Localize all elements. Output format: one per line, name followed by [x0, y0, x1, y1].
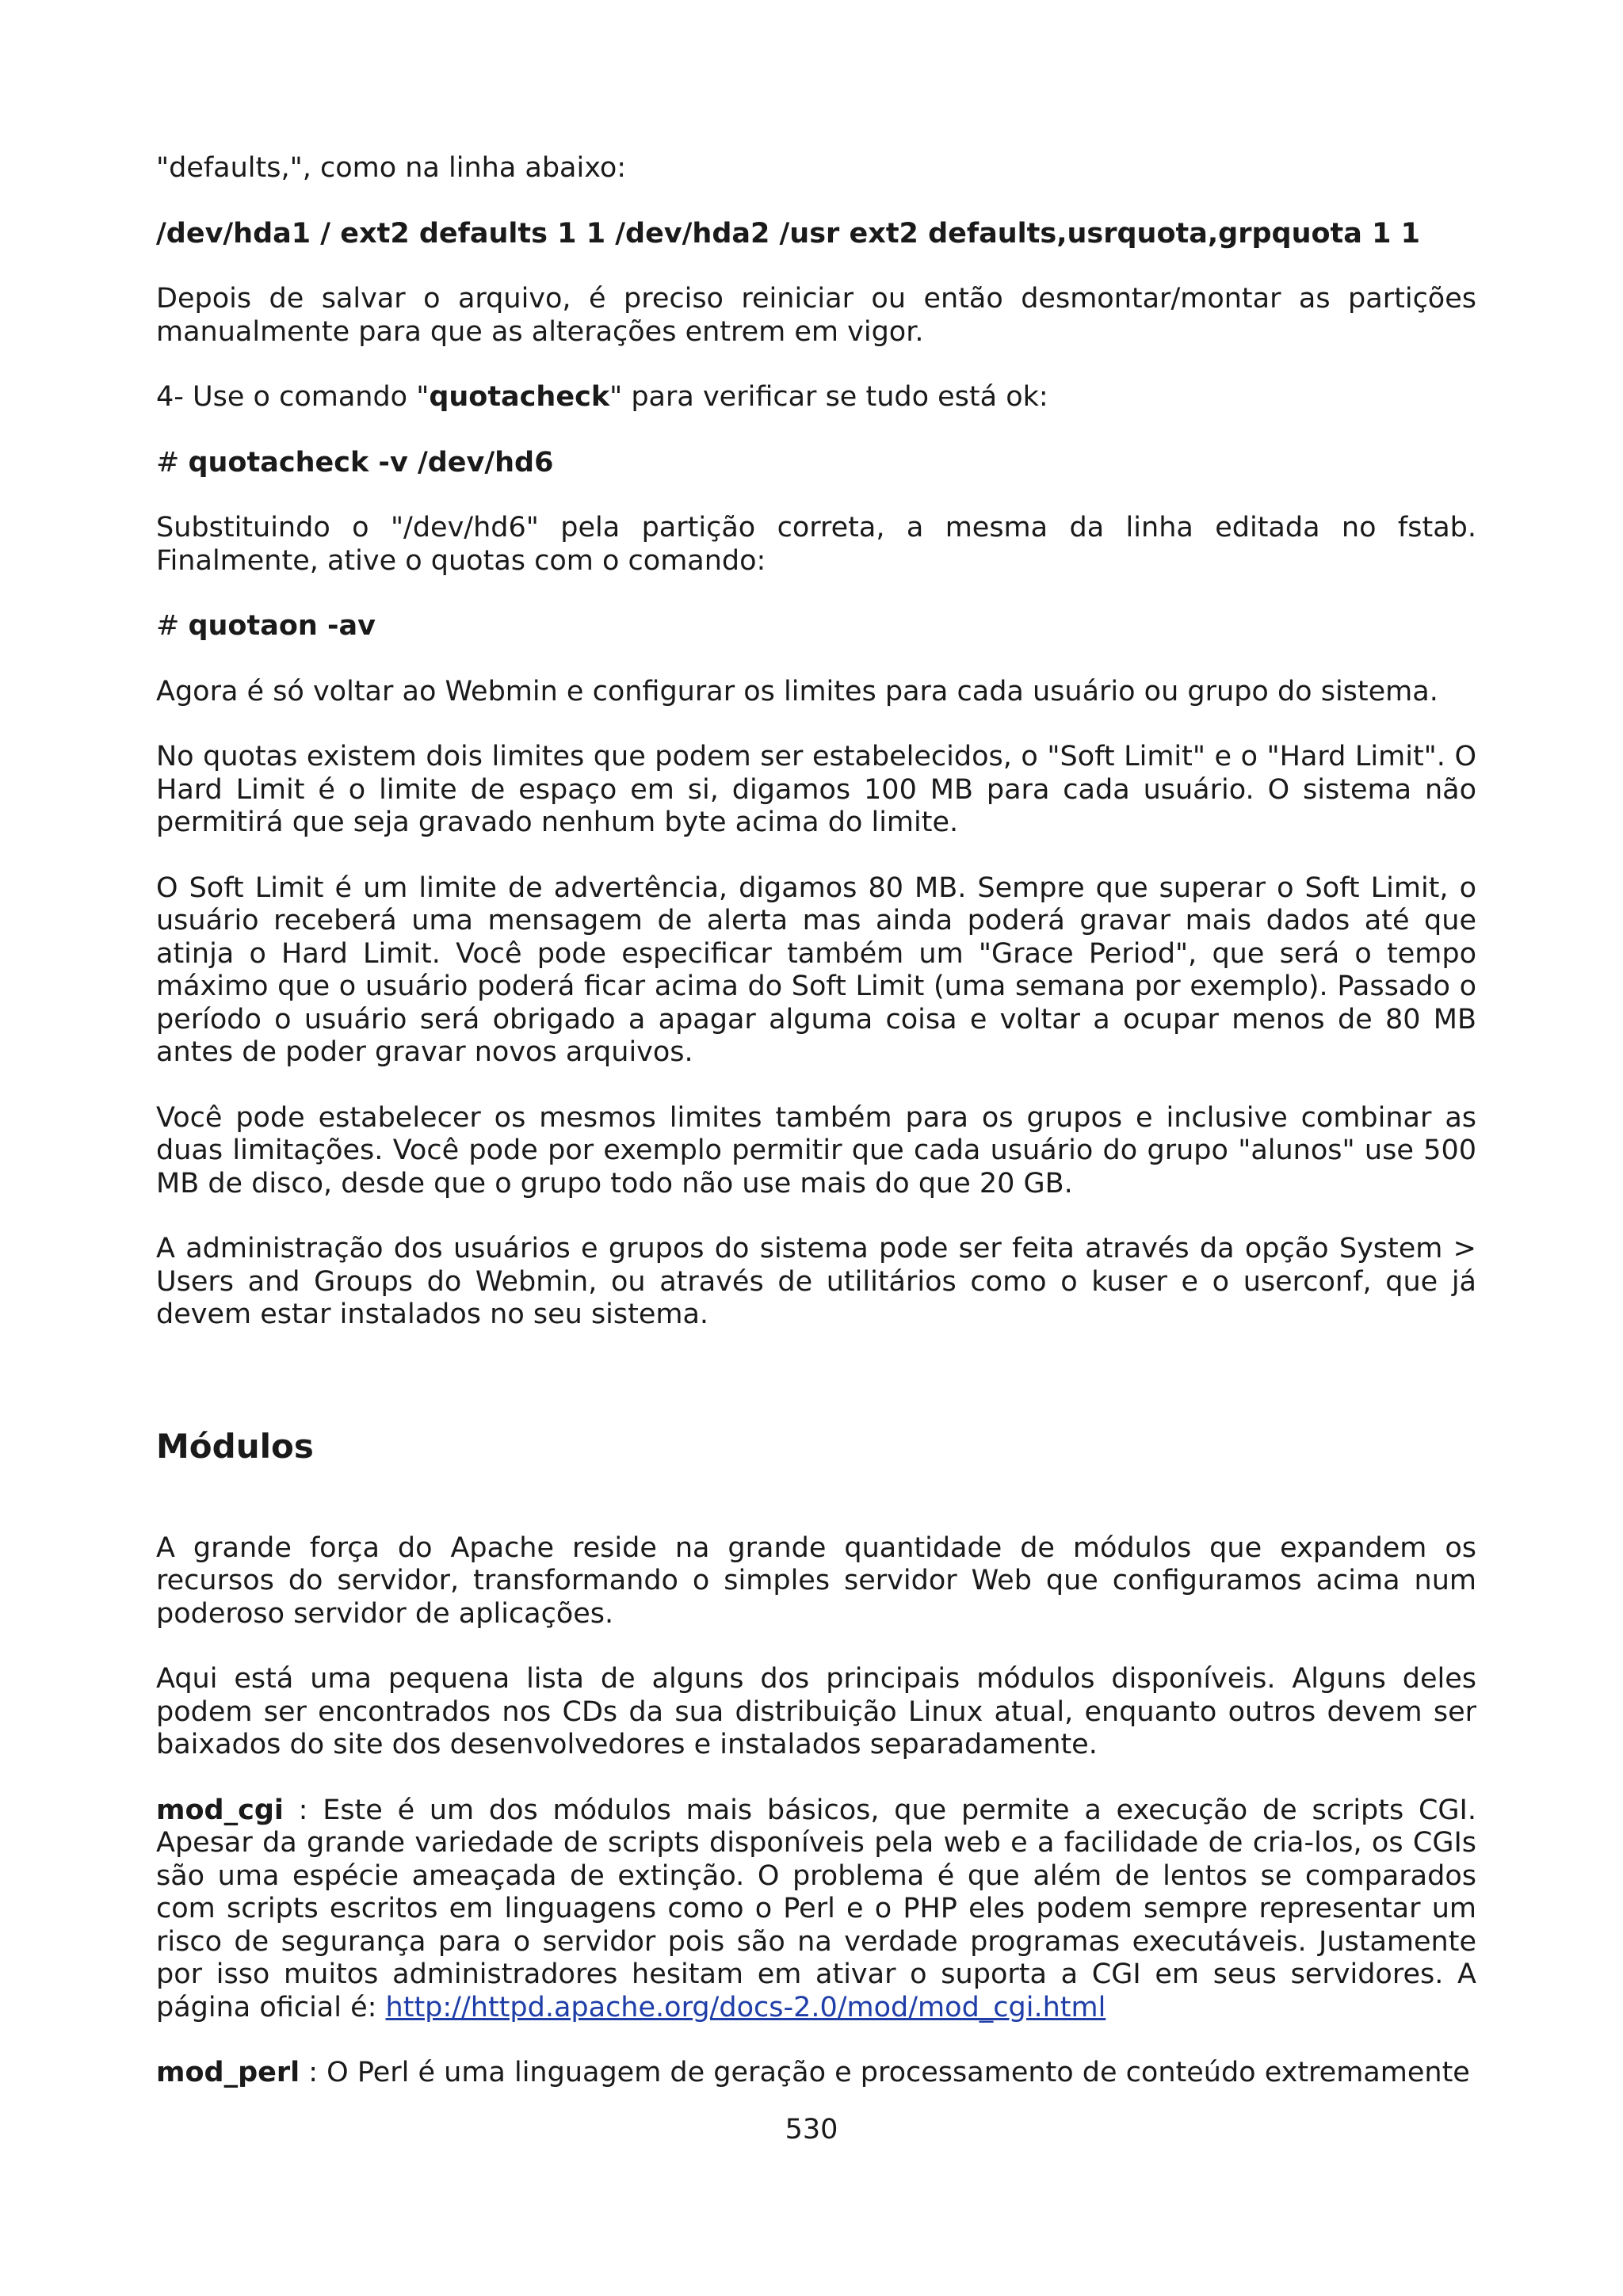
- step-text-after: " para verificar se tudo está ok:: [609, 381, 1048, 413]
- paragraph-mod-cgi: [156, 1794, 1476, 2025]
- paragraph-administration: A administração dos usuários e grupos do sistema pode ser feita através da opção System > Users and Groups do Webmin, ou através de utilitários como o kuser e o userconf, que já devem estar instalados no seu sistema.: [156, 1233, 1476, 1330]
- step-text-before: 4- Use o comando ": [156, 381, 430, 413]
- mod-cgi-description: : Este é um dos módulos mais básicos, que permite a execução de scripts CGI. Apesar da grande variedade de scripts disponíveis pela web e a facilidade de cria-los, os CGIs são uma espécie ameaçada de extinção. O problema é que além de lentos se comparados com scripts escritos em linguagens como o Perl e o PHP eles podem sempre representar um risco de segurança para o servidor pois são na verdade programas executáveis. Justamente por isso muitos administradores hesitam em ativar o suporta a CGI em seus servidores. A página oficial é:: [156, 1794, 1476, 2023]
- paragraph-limits: No quotas existem dois limites que podem ser estabelecidos, o "Soft Limit" e o "Hard Limit". O Hard Limit é o limite de espaço em si, digamos 100 MB para cada usuário. O sistema não permitirá que seja gravado nenhum byte acima do limite.: [156, 741, 1476, 838]
- paragraph-defaults-intro: "defaults,", como na linha abaixo:: [156, 152, 627, 184]
- paragraph-webmin: Agora é só voltar ao Webmin e configurar os limites para cada usuário ou grupo do sistema.: [156, 675, 1438, 707]
- mod-cgi-term: mod_cgi: [156, 1794, 284, 1826]
- paragraph-apache-modules: A grande força do Apache reside na grande quantidade de módulos que expandem os recursos do servidor, transformando o simples servidor Web que configuramos acima num poderoso servidor de aplicações.: [156, 1531, 1476, 1630]
- shell-prompt: #: [156, 446, 189, 479]
- command-quotaon: [156, 610, 1476, 643]
- paragraph-restart: Depois de salvar o arquivo, é preciso reiniciar ou então desmontar/montar as partições manualmente para que as alterações entrem em vigor.: [156, 283, 1476, 348]
- section-heading-modulos: Módulos: [156, 1426, 314, 1466]
- mod-perl-term: mod_perl: [156, 2057, 300, 2088]
- page-number: 530: [785, 2114, 838, 2145]
- shell-prompt: #: [156, 610, 189, 642]
- fstab-example-line: [156, 218, 1476, 251]
- command-quotacheck: [156, 447, 1476, 480]
- paragraph-quotacheck-step: [156, 381, 1476, 414]
- document-body: [156, 152, 1476, 2122]
- mod-cgi-link[interactable]: http://httpd.apache.org/docs-2.0/mod/mod_cgi.html: [385, 1991, 1106, 2023]
- quotaon-command: quotaon -av: [188, 610, 376, 642]
- paragraph-soft-limit: O Soft Limit é um limite de advertência, digamos 80 MB. Sempre que superar o Soft Limit, o usuário receberá uma mensagem de alerta mas ainda poderá gravar mais dados até que atinja o Hard Limit. Você pode especificar também um "Grace Period", que será o tempo máximo que o usuário poderá ficar acima do Soft Limit (uma semana por exemplo). Passado o período o usuário será obrigado a apagar alguma coisa e voltar a ocupar menos de 80 MB antes de poder gravar novos arquivos.: [156, 871, 1476, 1068]
- mod-perl-description: : O Perl é uma linguagem de geração e processamento de conteúdo extremamente: [300, 2057, 1470, 2088]
- quotacheck-keyword: quotacheck: [429, 381, 610, 413]
- paragraph-mod-perl: [156, 2057, 1476, 2090]
- paragraph-groups: Você pode estabelecer os mesmos limites também para os grupos e inclusive combinar as duas limitações. Você pode por exemplo permitir que cada usuário do grupo "alunos" use 500 MB de disco, desde que o grupo todo não use mais do que 20 GB.: [156, 1101, 1476, 1199]
- fstab-line-text: /dev/hda1 / ext2 defaults 1 1 /dev/hda2 /usr ext2 defaults,usrquota,grpquota 1 1: [156, 217, 1420, 250]
- paragraph-substitute: Substituindo o "/dev/hd6" pela partição correta, a mesma da linha editada no fstab. Finalmente, ative o quotas com o comando:: [156, 512, 1476, 577]
- paragraph-module-list: Aqui está uma pequena lista de alguns dos principais módulos disponíveis. Alguns deles podem ser encontrados nos CDs da sua distribuição Linux atual, enquanto outros devem ser baixados do site dos desenvolvedores e instalados separadamente.: [156, 1663, 1476, 1760]
- quotacheck-command: quotacheck -v /dev/hd6: [188, 446, 554, 479]
